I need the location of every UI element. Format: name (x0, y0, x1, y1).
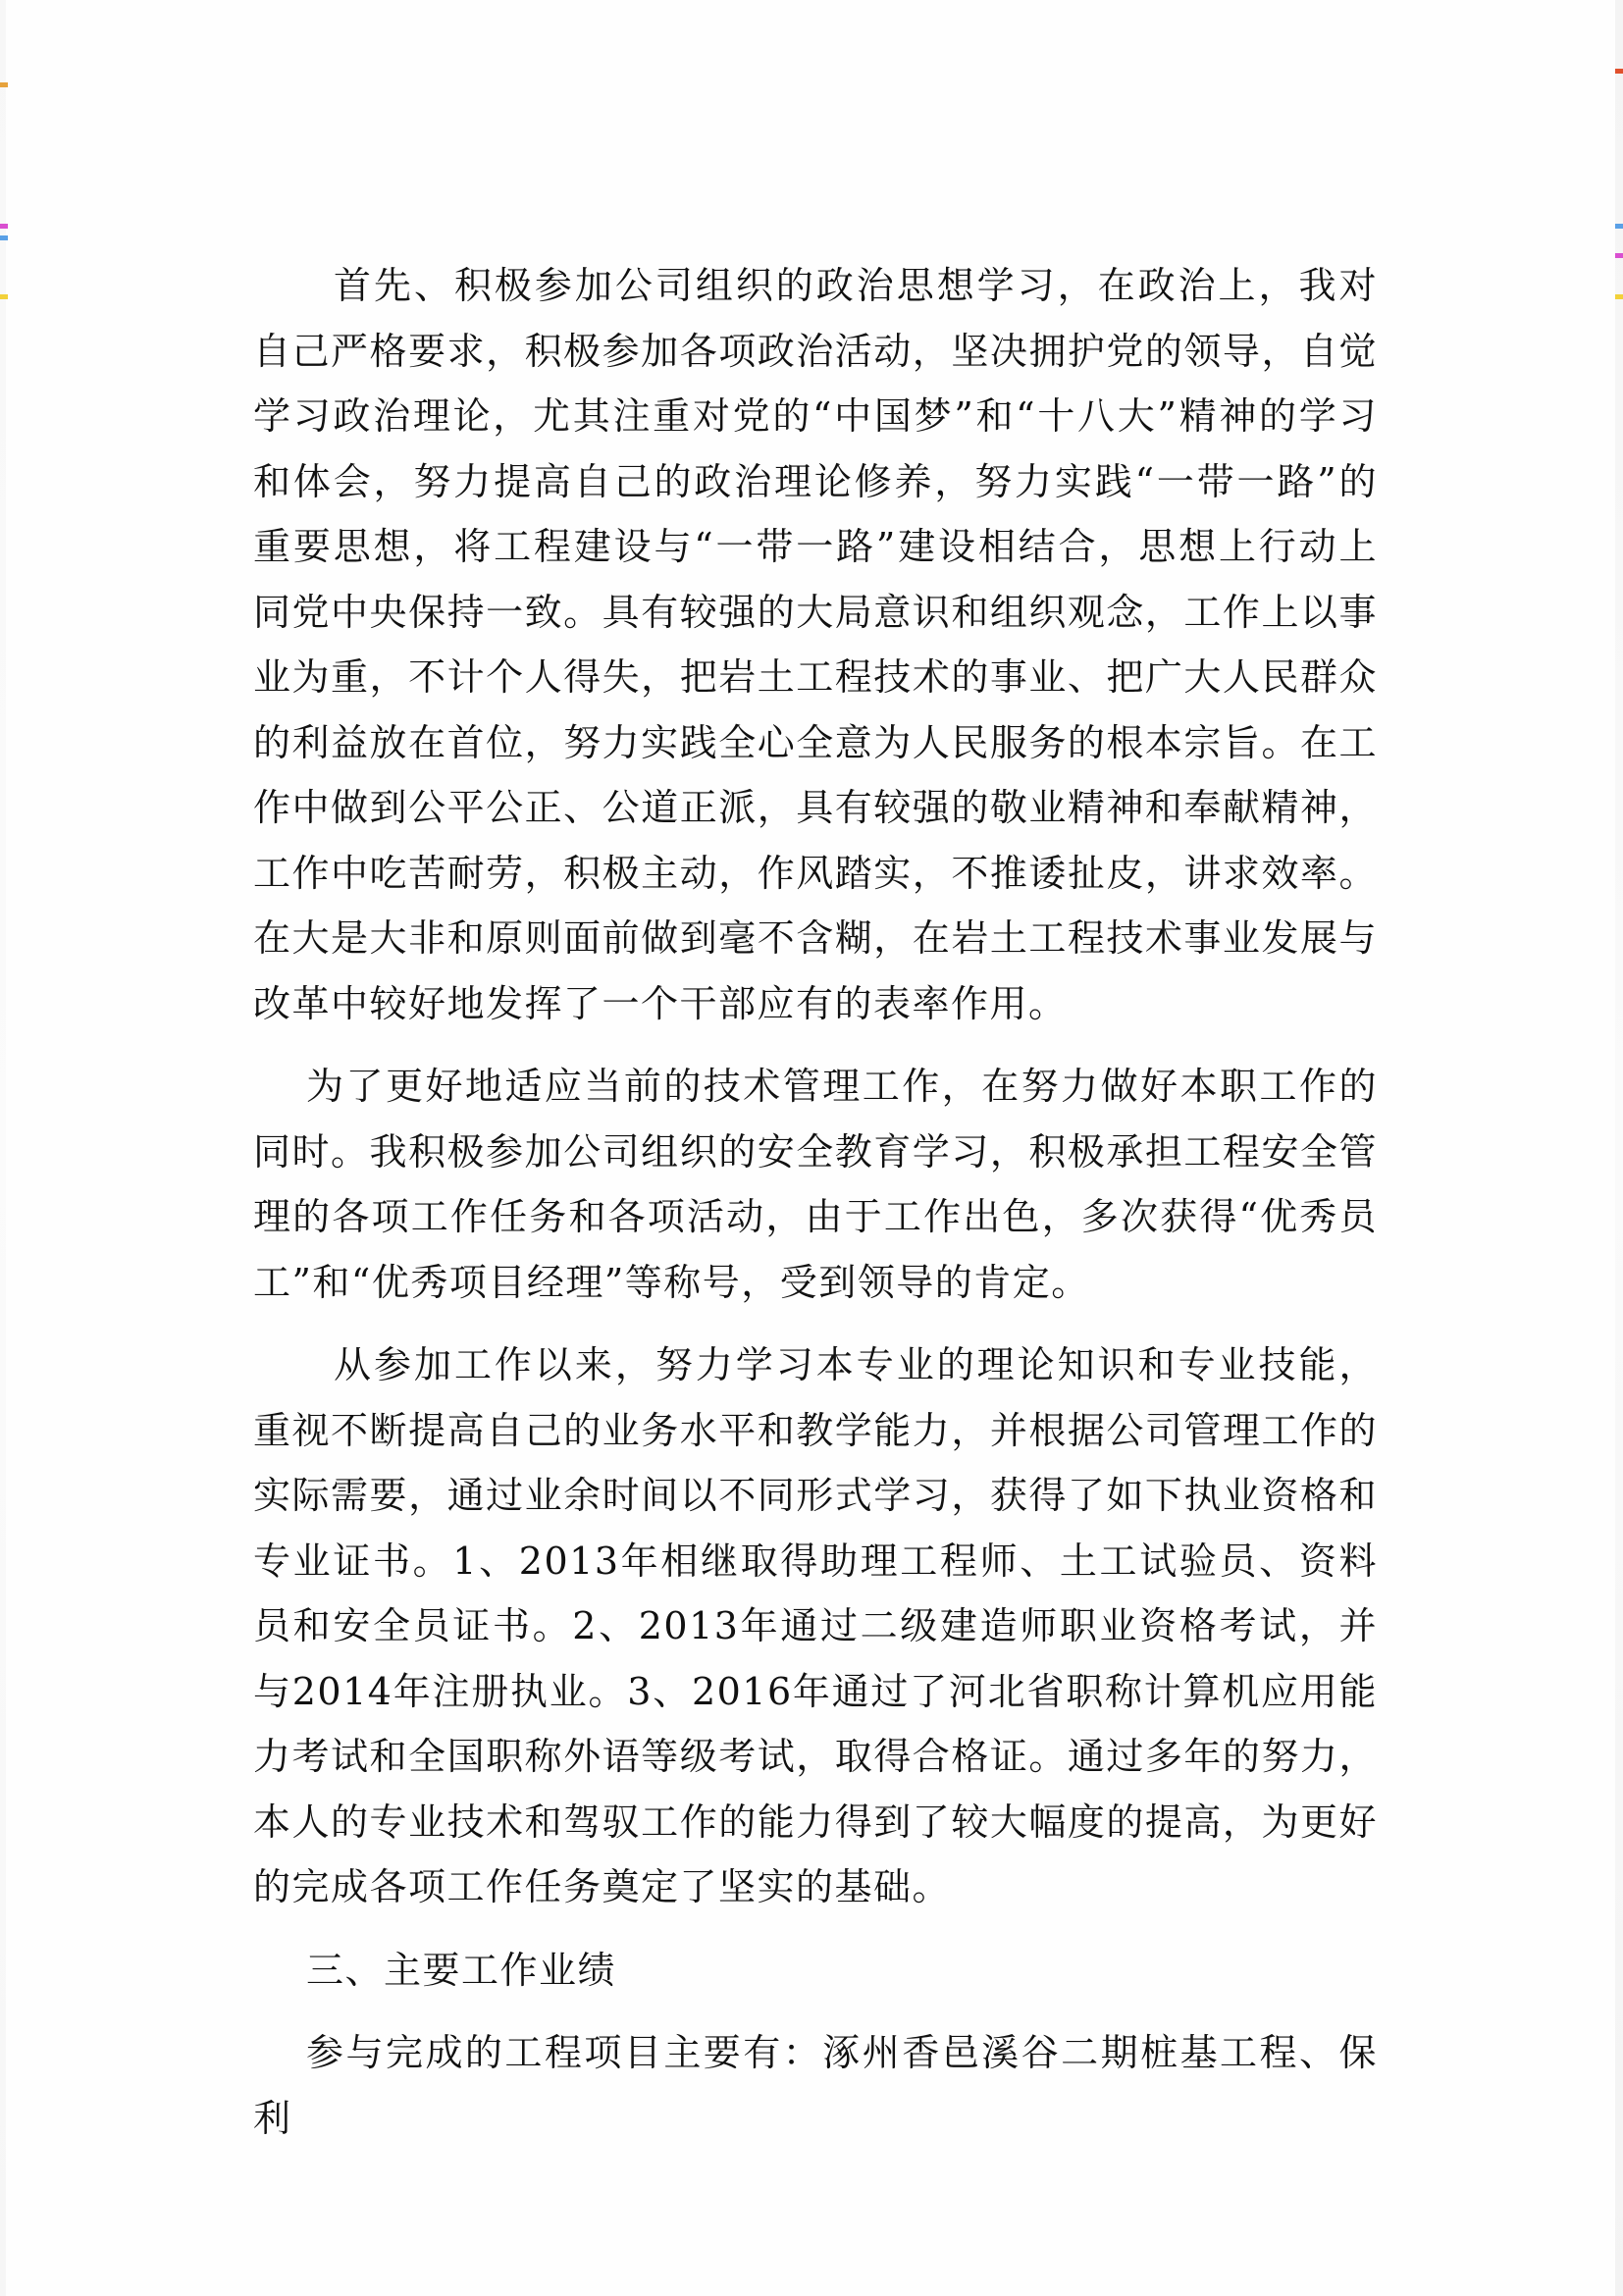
paragraph-projects: 参与完成的工程项目主要有：涿州香邑溪谷二期桩基工程、保利 (253, 2031, 1378, 2140)
paragraph-political-study: 首先、积极参加公司组织的政治思想学习，在政治上，我对自己严格要求，积极参加各项政治活动，坚决拥护党的领导，自觉学习政治理论，尤其注重对党的“中国梦”和“十八大”精神的学习和体会，努力提高自己的政治理论修养，努力实践“一带一路”的重要思想，将工程建设与“一带一路”建设相结合，思想上行动上同党中央保持一致。具有较强的大局意识和组织观念，工作上以事业为重，不计个人得失，把岩土工程技术的事业、把广大人民群众的利益放在首位，努力实践全心全意为人民服务的根本宗旨。在工作中做到公平公正、公道正派，具有较强的敬业精神和奉献精神，工作中吃苦耐劳，积极主动，作风踏实，不推诿扯皮，讲求效率。在大是大非和原则面前做到毫不含糊，在岩土工程技术事业发展与改革中较好地发挥了一个干部应有的表率作用。 (253, 264, 1378, 1025)
scan-mark (0, 235, 8, 240)
scan-mark (0, 224, 8, 229)
scan-edge-left (0, 0, 6, 2296)
scan-mark (1615, 69, 1623, 74)
section-heading-achievements: 三、主要工作业绩 (306, 1948, 617, 1992)
paragraph-qualifications: 从参加工作以来，努力学习本专业的理论知识和专业技能，重视不断提高自己的业务水平和教学能力，并根据公司管理工作的实际需要，通过业余时间以不同形式学习，获得了如下执业资格和专业证书。1、2013年相继取得助理工程师、土工试验员、资料员和安全员证书。2、2013年通过二级建造师职业资格考试，并与2014年注册执业。3、2016年通过了河北省职称计算机应用能力考试和全国职称外语等级考试，取得合格证。通过多年的努力，本人的专业技术和驾驭工作的能力得到了较大幅度的提高，为更好的完成各项工作任务奠定了坚实的基础。 (253, 1343, 1378, 1908)
scan-mark (0, 294, 8, 299)
paragraph-safety-management: 为了更好地适应当前的技术管理工作，在努力做好本职工作的同时。我积极参加公司组织的安全教育学习，积极承担工程安全管理的各项工作任务和各项活动，由于工作出色，多次获得“优秀员工”和“优秀项目经理”等称号，受到领导的肯定。 (253, 1065, 1378, 1304)
scan-mark (1615, 224, 1623, 229)
scan-mark (1615, 253, 1623, 258)
scan-mark (1615, 294, 1623, 299)
scan-edge-right (1615, 0, 1623, 2296)
scan-mark (0, 82, 8, 87)
document-body (253, 253, 1378, 2151)
